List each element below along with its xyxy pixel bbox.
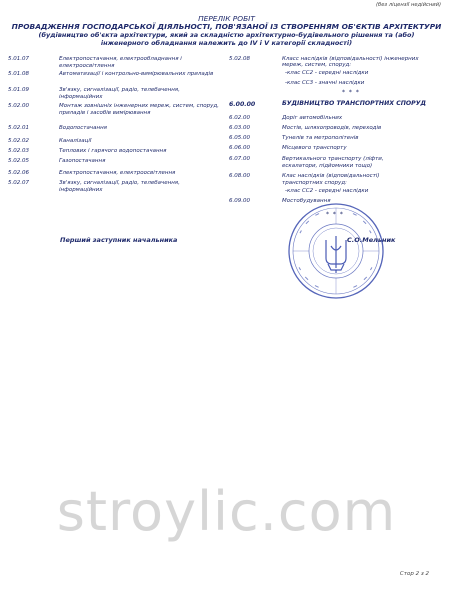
consequence-class-cc2: -клас СС2 - середні наслідки xyxy=(285,70,369,76)
item-code: 5.02.03 xyxy=(8,148,29,154)
item-code: 6.03.00 xyxy=(229,125,250,131)
validity-note: (без ліцензії недійсний) xyxy=(376,2,441,8)
document-subtitle-line-2: інженерного обладнання належить до IV і V категорії складності) xyxy=(100,39,353,47)
watermark: stroylic.com xyxy=(56,480,397,543)
item-code: 6.09.00 xyxy=(229,198,250,204)
item-code: 6.02.00 xyxy=(229,115,250,121)
item-text: Електропостачання, електрообладнання і електроосвітлення xyxy=(59,56,182,69)
item-code: 6.07.00 xyxy=(229,156,250,162)
item-code: 5.02.05 xyxy=(8,158,29,164)
item-text: Доріг автомобільних xyxy=(282,115,343,121)
item-text: Клас наслідків (відповідальності) транспортних споруд: xyxy=(282,173,380,186)
item-code: 5.01.08 xyxy=(8,71,29,77)
consequence-class-line: Класс наслідків (відповідальності) інженерних xyxy=(282,56,419,62)
item-text: Місцевого транспорту xyxy=(282,145,347,151)
consequence-class-line: мереж, систем, споруд: xyxy=(282,62,352,68)
signatory-position: Перший заступник начальника xyxy=(60,236,178,244)
consequence-class-cc2: -клас СС2 - середні наслідки xyxy=(285,188,369,194)
item-code: 5.01.07 xyxy=(8,56,29,62)
stamp-seal-icon xyxy=(287,202,385,300)
document-subtitle-line-1: (будівництво об'єкта архітектури, який за складністю архітектурно-будівельного рішення та (або) xyxy=(38,31,415,39)
item-code: 5.02.01 xyxy=(8,125,29,131)
separator-stars: * * * xyxy=(342,89,360,96)
item-text: Мостів, шляхопроводів, переходів xyxy=(282,125,382,131)
item-text: Мостобудування xyxy=(282,198,331,204)
section-code: 6.00.00 xyxy=(229,101,256,108)
item-text: Теплових і гарячого водопостачання xyxy=(59,148,167,154)
item-text: Електропостачання, електроосвітлення xyxy=(59,170,176,176)
item-text: Каналізації xyxy=(59,138,92,144)
item-code: 5.01.09 xyxy=(8,87,29,93)
item-code: 5.02.08 xyxy=(229,56,250,62)
document-subtitle: ПРОВАДЖЕННЯ ГОСПОДАРСЬКОЇ ДІЯЛЬНОСТІ, ПОВ'ЯЗАНОЇ ІЗ СТВОРЕННЯМ ОБ'ЄКТІВ АРХІТЕКТУРИ xyxy=(11,22,442,31)
item-code: 6.06.00 xyxy=(229,145,250,151)
document-title: ПЕРЕЛІК РОБІТ xyxy=(198,14,255,23)
item-text: Автоматизації і контрольно-вимірювальних приладів xyxy=(59,71,214,77)
item-text: Газопостачання xyxy=(59,158,106,164)
page-number: Стор 2 з 2 xyxy=(399,571,429,577)
item-code: 5.02.00 xyxy=(8,103,29,109)
signatory-name: С.О.Мельник xyxy=(347,236,396,244)
item-text: Тунелів та метрополітенів xyxy=(282,135,359,141)
item-code: 5.02.06 xyxy=(8,170,29,176)
separator-stars: * * * xyxy=(326,211,344,218)
official-stamp xyxy=(287,202,385,300)
item-code: 5.02.07 xyxy=(8,180,29,186)
section-title: БУДІВНИЦТВО ТРАНСПОРТНИХ СПОРУД xyxy=(282,100,426,107)
item-text: Зв'язку, сигналізації, радіо, телебачення, інформаційних xyxy=(59,87,180,100)
item-code: 6.08.00 xyxy=(229,173,250,179)
item-text: Монтаж зовнішніх інженерних мереж, систем, споруд, приладів і засобів вимірювання xyxy=(59,103,219,116)
item-text: Водопостачання xyxy=(59,125,107,131)
consequence-class-cc3: -клас СС3 - значні наслідки xyxy=(285,80,365,86)
item-code: 5.02.02 xyxy=(8,138,29,144)
item-text: Зв'язку, сигналізації, радіо, телебачення, інформаційних xyxy=(59,180,180,193)
item-text: Вертикального транспорту (ліфти, ескалатори, підйомники тощо) xyxy=(282,156,384,169)
item-code: 6.05.00 xyxy=(229,135,250,141)
